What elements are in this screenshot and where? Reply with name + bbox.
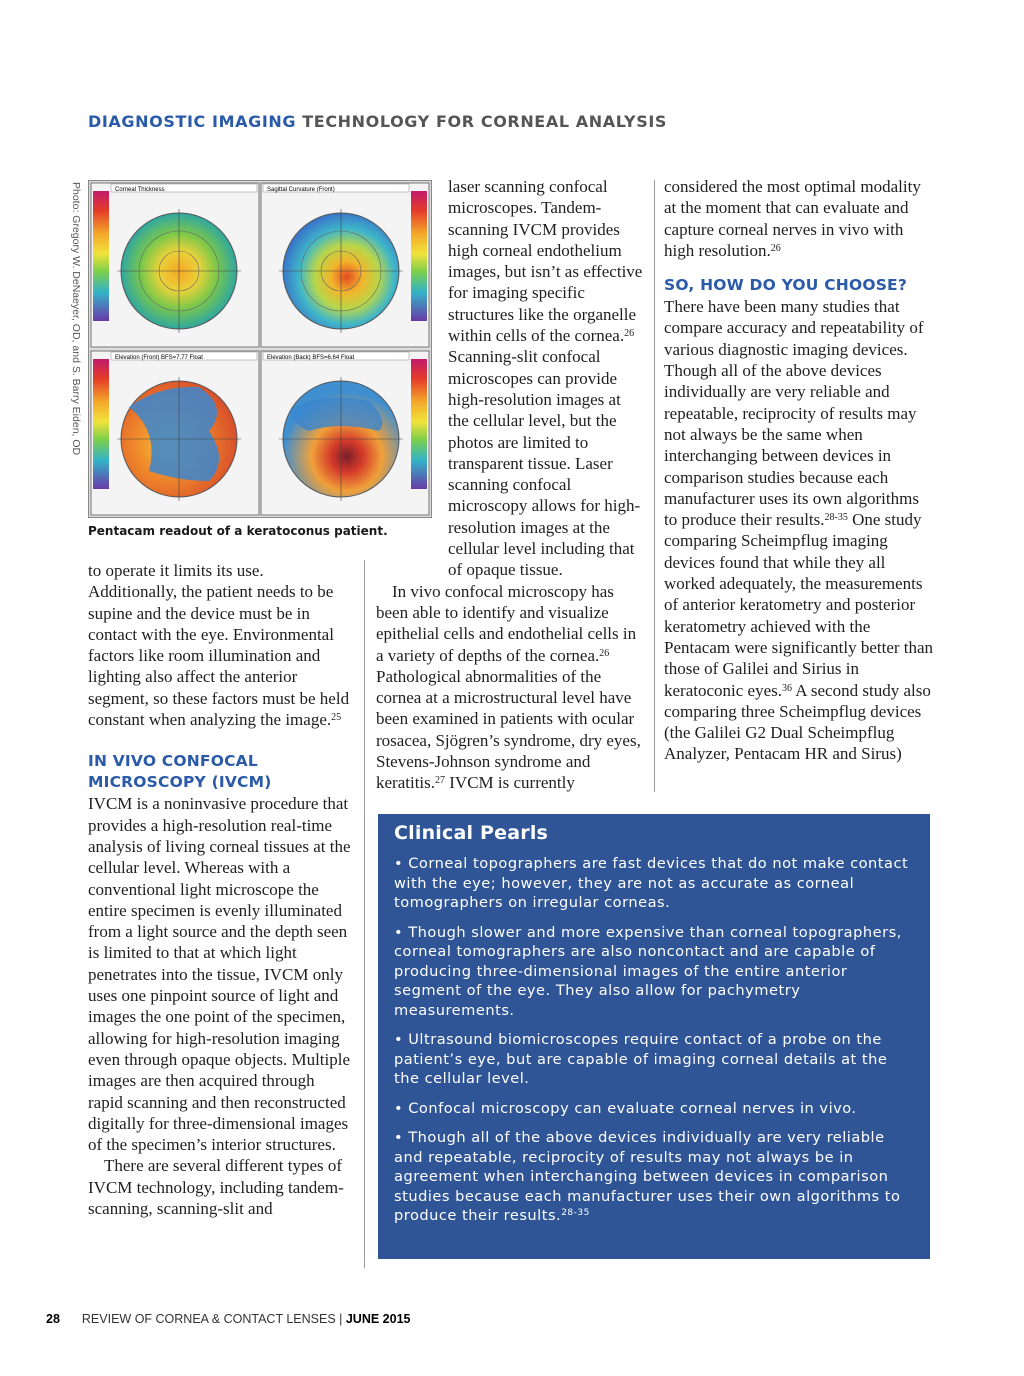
header-rest: TECHNOLOGY FOR CORNEAL ANALYSIS bbox=[296, 112, 668, 131]
clinical-pearls-title: Clinical Pearls bbox=[394, 822, 549, 844]
col2-p2b: Pathological abnormalities of the cornea at a microstructural level have been examined in patients with ocular rosacea, Sjögren’s syndrome, dry eyes, Stevens-Johnson syndrome and keratitis. bbox=[376, 666, 641, 793]
col3-paragraph-1 bbox=[664, 176, 936, 261]
map-title-sagittal: Sagittal Curvature (Front) bbox=[267, 187, 335, 193]
col2-p2a: In vivo confocal microscopy has been able to identify and visualize epithelial cells and endothelial cells in a variety of depths of the cornea. bbox=[376, 581, 637, 665]
photo-credit-text: Photo: Gregory W. DeNaeyer, OD, and S. Barry Eiden, OD bbox=[70, 182, 82, 456]
col3-p2a: There have been many studies that compare accuracy and repeatability of various diagnostic imaging devices. Though all of the above devices individually are very reliable and repeatable, reciprocity of results may not always be the same when interchanging between devices in comparison studies because each manufacturer uses its own algorithms to produce their results. bbox=[664, 297, 924, 530]
col1-paragraph-1 bbox=[88, 560, 353, 730]
pearl-item: • Corneal topographers are fast devices that do not make contact with the eye; however, they are not as accurate as corneal tomographers on irregular corneas. bbox=[394, 855, 909, 911]
pearl-item: • Ultrasound biomicroscopes require contact of a probe on the patient’s eye, but are capable of imaging corneal details at the the cellular level. bbox=[394, 1031, 888, 1087]
ref: 26 bbox=[624, 328, 635, 340]
pearl-item: • Though slower and more expensive than corneal topographers, corneal tomographers are also noncontact and are capable of producing three-dimensional images of the entire anterior segment of the eye. They also allow for pachymetry measurements. bbox=[394, 923, 902, 1019]
ref: 26 bbox=[599, 647, 610, 659]
col3-p2c: A second study also comparing three Scheimpflug devices (the Galilei G2 Dual Scheimpflug Analyzer, Pentacam HR and Sirus) bbox=[664, 680, 931, 764]
journal-name: REVIEW OF CORNEA & CONTACT LENSES | bbox=[81, 1312, 346, 1326]
clinical-pearls-box bbox=[378, 814, 930, 1259]
ref: 27 bbox=[435, 775, 446, 787]
pearl-item-last bbox=[394, 1128, 914, 1226]
column-rule-2 bbox=[654, 180, 655, 792]
col3-p2b: One study comparing Scheimpflug imaging devices found that while they all worked adequately, the measurements of anterior keratometry and posterior keratometry achieved with the Pentacam were significantly better than those of Galilei and Sirius in keratoconic eyes. bbox=[664, 510, 934, 700]
page-number: 28 bbox=[46, 1312, 60, 1326]
header-accent: DIAGNOSTIC IMAGING bbox=[88, 112, 297, 131]
column-rule-1 bbox=[364, 560, 365, 1268]
map-elevation-front bbox=[91, 351, 259, 515]
ref: 25 bbox=[331, 712, 342, 724]
col2-paragraph-2 bbox=[376, 581, 644, 794]
issue-date: JUNE 2015 bbox=[345, 1312, 411, 1326]
ref: 28-35 bbox=[824, 512, 848, 524]
col2-p1b: Scanning-slit confocal microscopes can provide high-resolution images at the cellular level, but the photos are limited to transparent tissue. Laser scanning confocal microscopy allows for high-resolution images at the cellular level including that of opaque tissue. bbox=[448, 347, 641, 580]
col3-paragraph-2 bbox=[664, 296, 936, 765]
ref: 28-35 bbox=[561, 1208, 590, 1218]
map-title-elev-front: Elevation (Front) BFS=7.77 Float bbox=[115, 355, 203, 361]
col1-paragraph-3: There are several different types of IVCM technology, including tandem-scanning, scanning-slit and bbox=[88, 1156, 344, 1219]
col2-p2c: IVCM is currently bbox=[445, 773, 575, 793]
ref: 26 bbox=[770, 242, 781, 254]
column-1 bbox=[88, 560, 353, 1219]
photo-credit bbox=[70, 182, 84, 456]
page-footer bbox=[46, 1312, 410, 1326]
map-title-thickness: Corneal Thickness bbox=[115, 187, 165, 193]
ref: 36 bbox=[782, 682, 792, 694]
running-header bbox=[88, 112, 667, 131]
column-3 bbox=[664, 176, 936, 765]
pearl-item-text: • Though all of the above devices individually are very reliable and repeatable, reciprocity of results may not always be in agreement when interchanging between devices in comparison studies because each manufacturer uses their own algorithms to produce their results. bbox=[394, 1129, 901, 1224]
column-2 bbox=[376, 176, 644, 794]
pearl-item: • Confocal microscopy can evaluate corneal nerves in vivo. bbox=[394, 1099, 857, 1117]
col3-p1: considered the most optimal modality at the moment that can evaluate and capture corneal nerves in vivo with high resolution. bbox=[664, 177, 921, 260]
col1-paragraph-2: IVCM is a noninvasive procedure that provides a high-resolution real-time analysis of living corneal tissues at the cellular level. Whereas with a conventional light microscope the entire specimen is evenly illuminated from a light source and the depth seen is limited to that at which light penetrates into the tissue, IVCM only uses one pinpoint source of light and images the one point of the specimen, allowing for high-resolution imaging even through opaque objects. Multiple images are then acquired through rapid scanning and then reconstructed digitally for three-dimensional images of the specimen’s interior structures. bbox=[88, 794, 351, 1155]
heading-how-to-choose: SO, HOW DO YOU CHOOSE? bbox=[664, 276, 908, 295]
heading-ivcm: IN VIVO CONFOCAL MICROSCOPY (IVCM) bbox=[88, 752, 272, 792]
figure-caption: Pentacam readout of a keratoconus patient. bbox=[88, 524, 388, 538]
col2-p1a: laser scanning confocal microscopes. Tandem-scanning IVCM provides high corneal endothelium images, but isn’t as effective for imaging specific structures like the organelle within cells of the cornea. bbox=[448, 177, 643, 346]
map-title-elev-back: Elevation (Back) BFS=6.64 Float bbox=[267, 355, 355, 361]
col1-p1: to operate it limits its use. Additionally, the patient needs to be supine and the device must be in contact with the eye. Environmental factors like room illumination and lighting also affect the anterior segment, so these factors must be held constant when analyzing the image. bbox=[88, 561, 350, 730]
col2-paragraph-1 bbox=[376, 176, 644, 581]
map-corneal-thickness bbox=[91, 183, 259, 347]
